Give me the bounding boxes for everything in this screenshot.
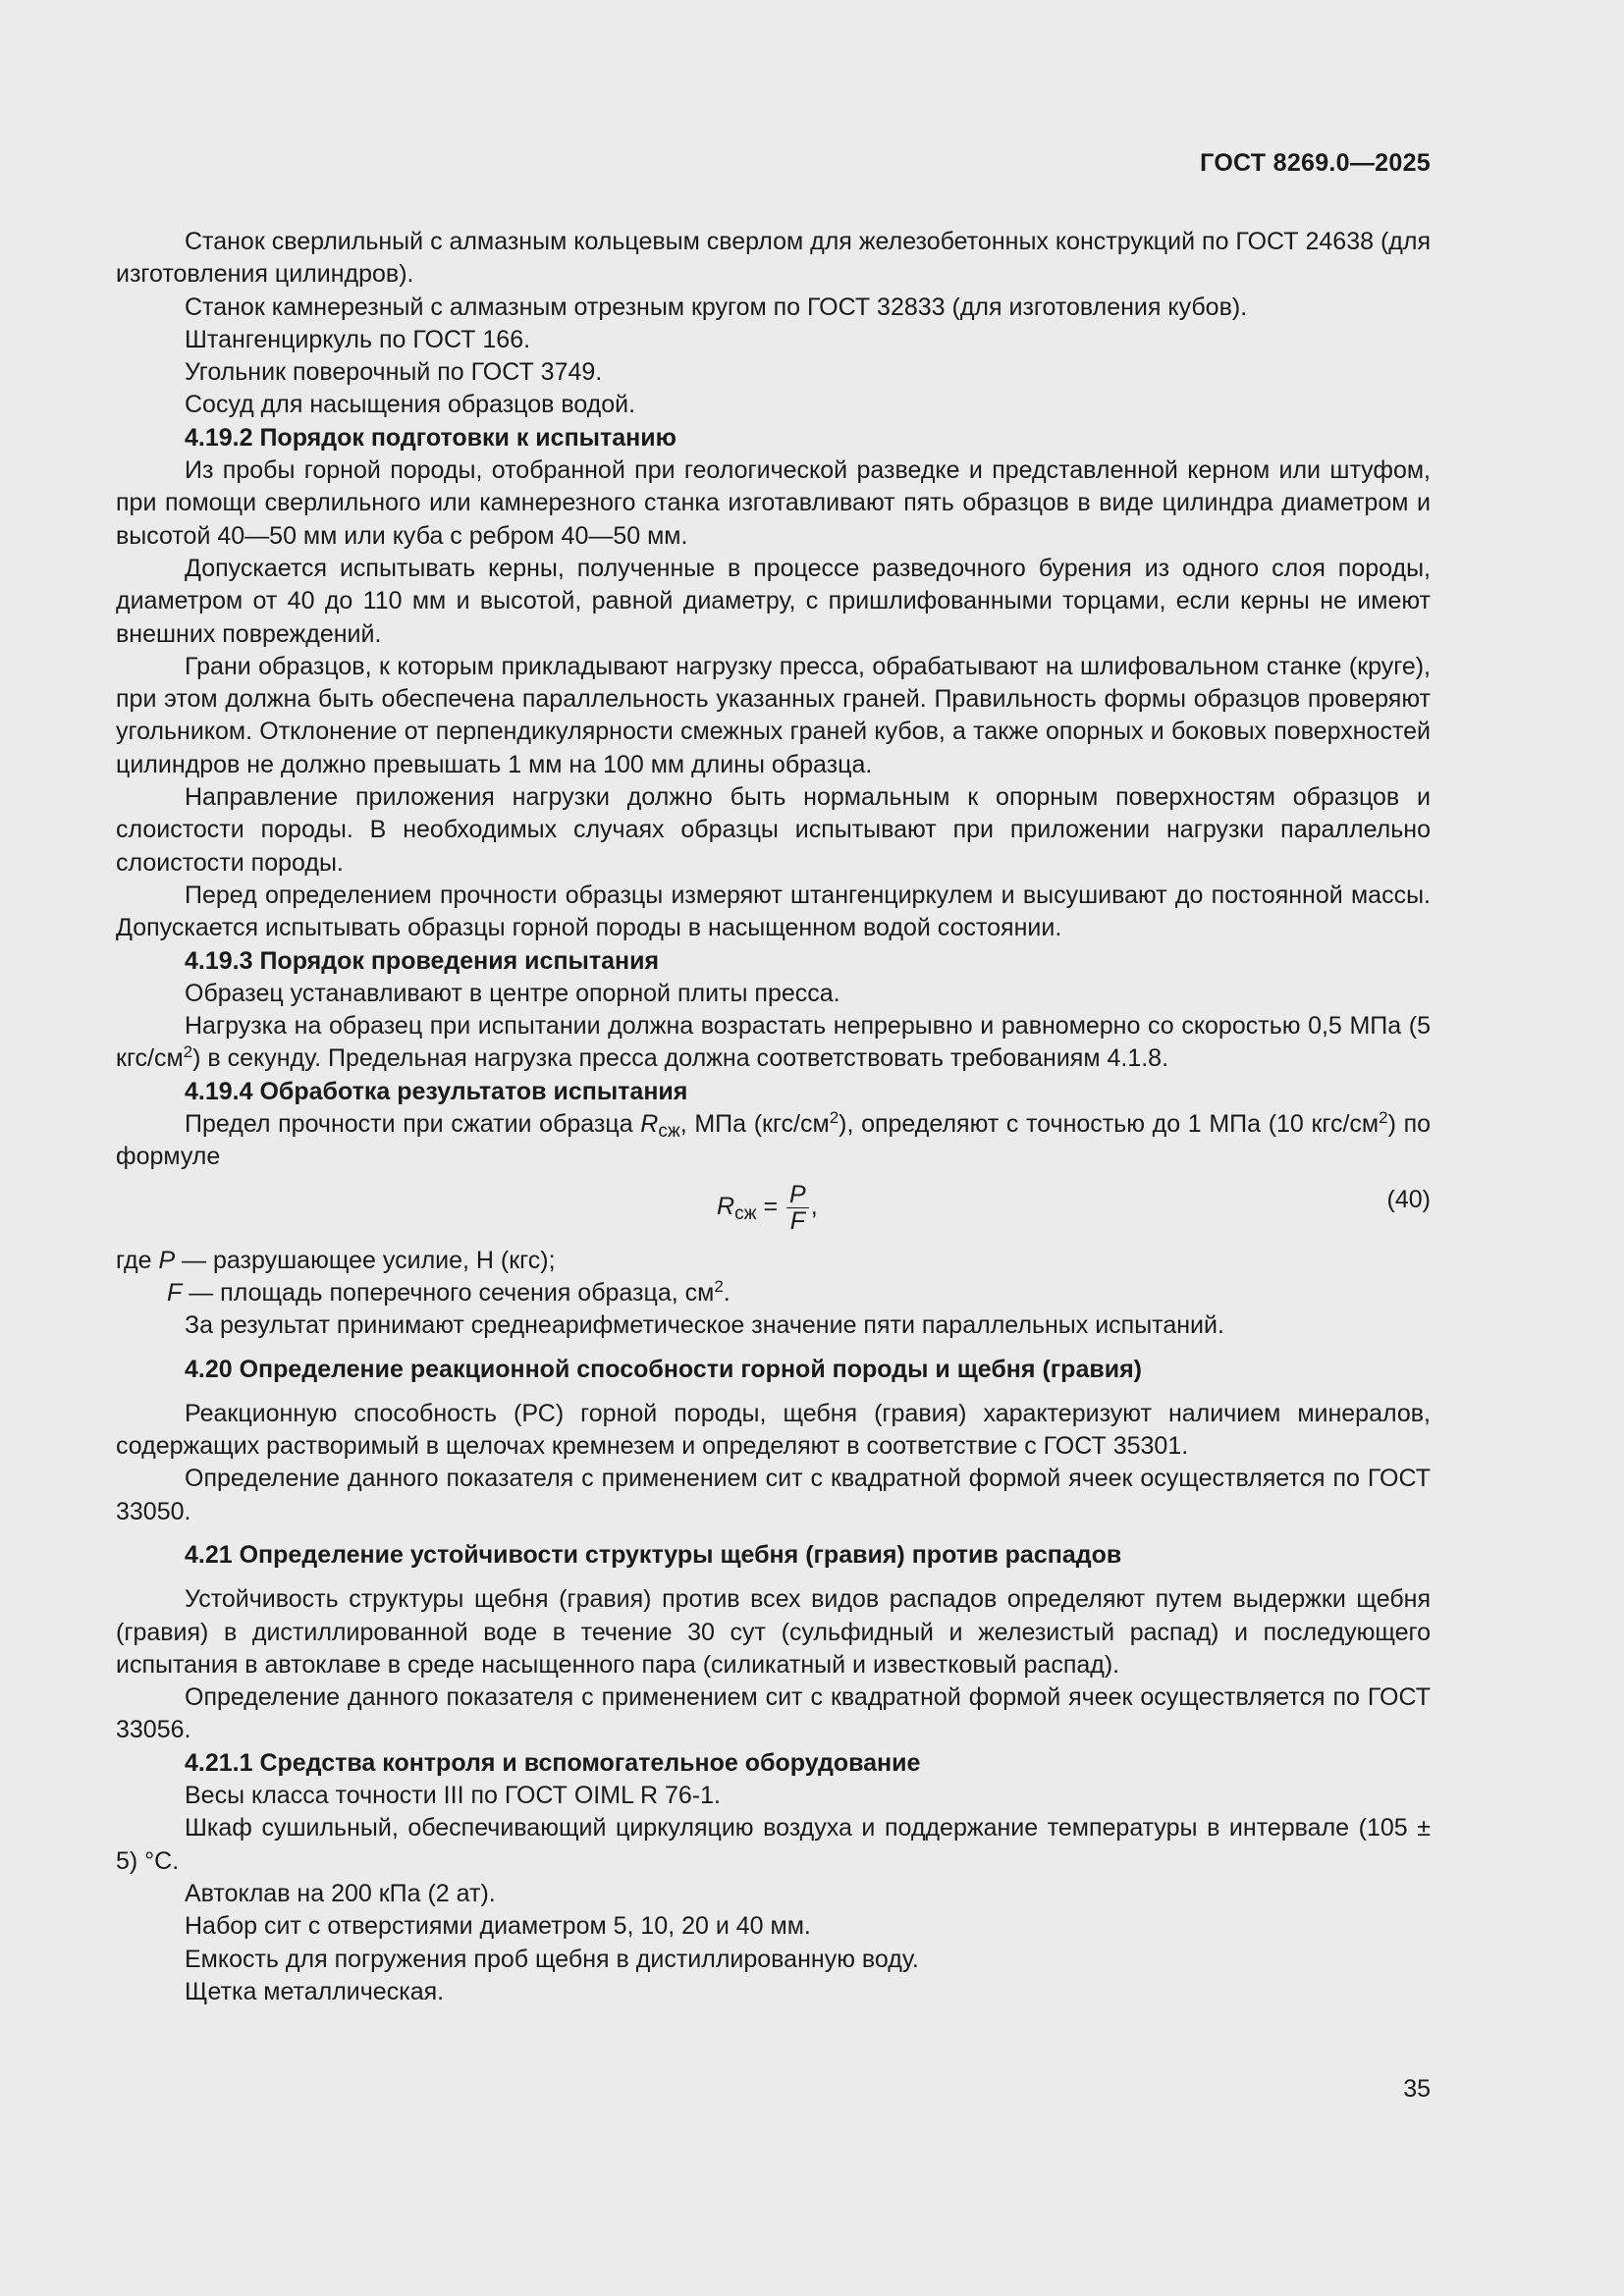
subsection-heading: 4.19.2 Порядок подготовки к испытанию xyxy=(185,423,677,452)
section-heading: 4.21 Определение устойчивости структуры щебня (гравия) против распадов xyxy=(185,1540,1122,1569)
paragraph: Определение данного показателя с применением сит с квадратной формой ячеек осуществляется по ГОСТ 33050. xyxy=(116,1465,1431,1525)
subsection-heading: 4.19.3 Порядок проведения испытания xyxy=(185,946,660,975)
paragraph: Определение данного показателя с применением сит с квадратной формой ячеек осуществляется по ГОСТ 33056. xyxy=(116,1683,1431,1744)
page-number: 35 xyxy=(1403,2075,1431,2103)
formula-numerator: P xyxy=(786,1182,809,1208)
paragraph: Реакционную способность (РС) горной породы, щебня (гравия) характеризуют наличием минералов, содержащих растворимый в щелочах кремнезем и определяют в соответствие с ГОСТ 35301. xyxy=(116,1399,1431,1461)
paragraph: Шкаф сушильный, обеспечивающий циркуляцию воздуха и поддержание температуры в интервале (105 ± 5) °С. xyxy=(116,1814,1431,1875)
text-run: ) в секунду. Предельная нагрузка пресса должна соответствовать требованиям 4.1.8. xyxy=(192,1044,1169,1073)
text-run: — разрушающее усилие, Н (кгс); xyxy=(175,1246,556,1274)
formula-symbol-R: R xyxy=(717,1192,735,1220)
paragraph xyxy=(116,1010,1431,1076)
formula-equals: = xyxy=(756,1192,785,1220)
paragraph xyxy=(116,1108,1431,1174)
paragraph: Сосуд для насыщения образцов водой. xyxy=(185,391,636,419)
paragraph: Из пробы горной породы, отобранной при геологической разведке и представленной керном или штуфом, при помощи сверлильного или камнерезного станка изготавливают пять образцов в виде цилиндра диаметром и высотой 40—50 мм или куба с ребром 40—50 мм. xyxy=(116,456,1431,550)
superscript: 2 xyxy=(183,1042,193,1062)
paragraph: Допускается испытывать керны, полученные в процессе разведочного бурения из одного слоя породы, диаметром от 40 до 110 мм и высотой, равной диаметру, с пришлифованными торцами, если керны не имеют внешних повреждений. xyxy=(116,554,1431,648)
document-header: ГОСТ 8269.0—2025 xyxy=(1200,149,1431,177)
paragraph: Станок сверлильный с алмазным кольцевым сверлом для железобетонных конструкций по ГОСТ 24638 (для изготовления цилиндров). xyxy=(116,228,1431,289)
paragraph: Емкость для погружения проб щебня в дистиллированную воду. xyxy=(185,1945,919,1973)
document-body xyxy=(116,226,1431,2008)
subsection-heading: 4.19.4 Обработка результатов испытания xyxy=(185,1077,688,1105)
text-run: Предел прочности при сжатии образца xyxy=(185,1110,641,1139)
formula-denominator: F xyxy=(789,1206,805,1235)
section-heading: 4.20 Определение реакционной способности горной породы и щебня (гравия) xyxy=(185,1355,1142,1383)
formula-fraction xyxy=(786,1182,809,1234)
paragraph: Устойчивость структуры щебня (гравия) против всех видов распадов определяют путем выдержки щебня (гравия) в дистиллированной воде в течение 30 сут (сульфидный и железистый распад) и последующего испытания в автоклаве в среде насыщенного пара (силикатный и известковый распад). xyxy=(116,1585,1431,1679)
paragraph: Угольник поверочный по ГОСТ 3749. xyxy=(185,358,603,387)
text-run: — площадь поперечного сечения образца, см xyxy=(182,1278,715,1307)
paragraph: Грани образцов, к которым прикладывают нагрузку пресса, обрабатывают на шлифовальном станке (круге), при этом должна быть обеспечена параллельность указанных граней. Правильность формы образцов проверяют угольником. Отклонение от перпендикулярности смежных граней кубов, а также опорных и боковых поверхностей цилиндров не должно превышать 1 мм на 100 мм длины образца. xyxy=(116,652,1431,778)
definition-line xyxy=(116,1245,1431,1277)
formula-number: (40) xyxy=(1386,1185,1431,1213)
paragraph: Весы класса точности III по ГОСТ OIML R 76-1. xyxy=(185,1782,721,1810)
paragraph: Образец устанавливают в центре опорной плиты пресса. xyxy=(185,979,840,1007)
text-run: ) по формуле xyxy=(116,1110,1432,1171)
paragraph: Станок камнерезный с алмазным отрезным кругом по ГОСТ 32833 (для изготовления кубов). xyxy=(185,293,1248,321)
paragraph: Перед определением прочности образцы измеряют штангенциркулем и высушивают до постоянной массы. Допускается испытывать образцы горной породы в насыщенном водой состоянии. xyxy=(116,881,1431,942)
text-run: где xyxy=(116,1246,159,1274)
symbol-P: P xyxy=(158,1246,176,1274)
formula-subscript: сж xyxy=(734,1202,757,1224)
text-run: Нагрузка на образец при испытании должна возрастать непрерывно и равномерно со скоростью 0,5 МПа (5 кгс/см xyxy=(116,1012,1431,1073)
superscript: 2 xyxy=(714,1276,724,1296)
text-run: ), определяют с точностью до 1 МПа (10 кгс/см xyxy=(839,1110,1380,1139)
text-run: , МПа (кгс/см xyxy=(679,1110,830,1139)
superscript: 2 xyxy=(829,1108,839,1128)
paragraph: Направление приложения нагрузки должно быть нормальным к опорным поверхностям образцов и слоистости породы. В необходимых случаях образцы испытывают при приложении нагрузки параллельно слоистости породы. xyxy=(116,783,1431,877)
subsection-heading: 4.21.1 Средства контроля и вспомогательное оборудование xyxy=(185,1748,921,1777)
formula-block xyxy=(116,1174,1431,1245)
formula-trailing: , xyxy=(810,1192,818,1220)
paragraph: Щетка металлическая. xyxy=(185,1977,445,2005)
paragraph: Штангенциркуль по ГОСТ 166. xyxy=(185,325,531,353)
paragraph: За результат принимают среднеарифметическое значение пяти параллельных испытаний. xyxy=(185,1311,1224,1340)
paragraph: Автоклав на 200 кПа (2 ат). xyxy=(185,1879,496,1907)
symbol-F: F xyxy=(167,1278,183,1307)
superscript: 2 xyxy=(1379,1108,1388,1128)
symbol-R: R xyxy=(640,1110,659,1139)
paragraph: Набор сит с отверстиями диаметром 5, 10, 20 и 40 мм. xyxy=(185,1912,811,1941)
text-run: . xyxy=(723,1278,731,1307)
definition-line xyxy=(116,1277,1431,1309)
subscript: сж xyxy=(658,1121,680,1143)
formula-expression xyxy=(717,1182,818,1234)
